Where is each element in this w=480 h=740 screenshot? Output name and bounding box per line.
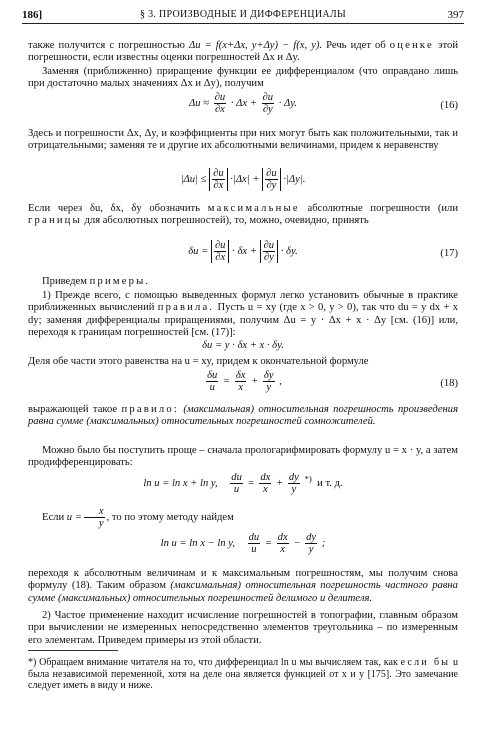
eq-text: · δy. (280, 245, 298, 257)
text: , то по этому методу найдем (106, 511, 234, 523)
paragraph-2: Заменяя (приближенно) приращение функции ее дифференциалом (что оправдано лишь при достаточно малых значениях Δx и Δy), получим (28, 66, 458, 90)
fraction: $\frac{dy}{y}$ (288, 472, 299, 495)
page-number-left: 186] (22, 9, 43, 21)
paragraph-8 (28, 404, 458, 429)
abs-bracket: $\frac{\partial u}{\partial y}$ (262, 168, 281, 191)
equation-16 (28, 92, 458, 122)
spaced-word: максимальные (207, 203, 300, 214)
fraction: $\frac{dx}{x}$ (260, 472, 271, 495)
eq-text: ; (321, 537, 326, 549)
fraction: $\frac{\delta y}{y}$ (263, 370, 274, 393)
paragraph-12: 2) Частое применение находит исчисление погрешностей в топографии, главным образом при вычислении не измеренных непосредственно элементов треугольника – по измеренным его элементам. Приведем примеры из этой области. (28, 610, 458, 646)
text: *) Обращаем внимание читателя на то, что дифференциал ln u мы вычисляем так, как (28, 657, 398, 668)
paragraph-1 (28, 40, 458, 65)
fraction: $\frac{du}{u}$ (248, 532, 260, 555)
spaced-word: правило: (121, 404, 179, 415)
text: 1) Прежде всего, с помощью выведенных формул легко установить обычные в практике приближенных вычислений (28, 290, 458, 314)
eq-text: ln u = ln x + ln y, (143, 477, 218, 489)
text: выражающей такое (28, 404, 118, 415)
fraction: $\frac{\delta x}{x}$ (235, 370, 246, 393)
paragraph-5 (28, 276, 458, 288)
eq-text: ·|Δx| + (230, 173, 260, 185)
italic-rule: (максимальная) относительная погрешность частного равна сумме (максимальных) относительных погрешностей делимого и делителя. (28, 580, 458, 604)
eq-text: |Δu| ≤ (180, 173, 207, 185)
spaced-word: оценке (389, 40, 434, 51)
paragraph-6 (28, 290, 458, 339)
equation-du (28, 340, 458, 354)
paragraph-4 (28, 203, 458, 228)
eq-text: Δu ≈ (189, 97, 209, 109)
abs-bracket: $\frac{\partial u}{\partial x}$ (209, 168, 228, 191)
eq-text: и т. д. (317, 477, 343, 489)
paragraph-3: Здесь и погрешности Δx, Δy, и коэффициенты при них могут быть как положительными, так и отрицательными; заменяя те и другие их абсолютными величинами, придем к неравенству (28, 128, 458, 152)
eq-text: ln u = ln x − ln y, (160, 537, 235, 549)
spaced-word: если бы (400, 657, 451, 668)
fraction: $\frac{dy}{y}$ (306, 532, 317, 555)
spaced-word: границы (28, 215, 82, 227)
paragraph-9: Можно было бы поступить проще – сначала прологарифмировать формулу u = x · y, а затем продифференцировать: (28, 445, 458, 469)
text: u была независимой переменной, хотя на деле она является функцией от x и y [175]. Это замечание следует иметь в виду и ниже. (28, 657, 459, 692)
equation-ln-2 (28, 532, 458, 562)
text: также получится с погрешностью (28, 40, 185, 51)
spaced-word: правила. (157, 302, 215, 314)
eq-text: + (276, 477, 284, 489)
eq-text: + (251, 375, 259, 387)
paragraph-10 (28, 506, 458, 529)
text: переходя к абсолютным величинам и к максимальным погрешностям, мы получим снова формулу (18). Таким образом (28, 568, 458, 592)
equation-ln-1 (28, 472, 458, 500)
text: Приведем (42, 276, 87, 287)
text: для абсолютных погрешностей), то, можно, очевидно, принять (84, 215, 369, 227)
footnote-mark: *) (304, 473, 312, 484)
paragraph-7: Деля обе части этого равенства на u = xy, придем к окончательной формуле (28, 356, 369, 367)
fraction: $\frac{x}{y}$ (84, 506, 105, 529)
equation-18 (28, 370, 458, 400)
eq-text: = (264, 537, 272, 549)
fraction: $\frac{\partial u}{\partial y}$ (262, 92, 274, 115)
italic-rule: (максимальная) относительная погрешность произведения равна сумме (максимальных) относительных погрешностей сомножителей. (28, 404, 458, 428)
eq-text: − (293, 537, 301, 549)
footnote (28, 657, 458, 692)
eq-text: ·|Δy|. (283, 173, 306, 185)
text: Пусть u = xy (где x > 0, y > 0), так что du = y dx + x dy; заменяя дифференциалы приращениями, получим Δu = y · Δx + x · Δy [см. (16)] или, переходя к границам погрешностей [см. (17)]: (28, 302, 459, 338)
eq-text: · Δy. (278, 97, 297, 109)
equation-number: (16) (440, 100, 458, 111)
fraction: $\frac{\delta u}{u}$ (207, 370, 218, 393)
fraction: $\frac{\partial u}{\partial x}$ (214, 92, 226, 115)
equation-17 (28, 240, 458, 270)
fraction: $\frac{dx}{x}$ (277, 532, 288, 555)
eq-text: = (247, 477, 255, 489)
eq-text: u = (66, 511, 82, 523)
eq-text: δu = (188, 245, 209, 257)
text: этой погрешности, если известны оценки погрешностей Δx и Δy. (28, 40, 459, 64)
abs-bracket: $\frac{\partial u}{\partial y}$ (260, 240, 279, 263)
text: Если через δu, δx, δy обозначить (28, 203, 200, 214)
eq-text: · Δx + (230, 97, 257, 109)
fraction: $\frac{du}{u}$ (231, 472, 242, 495)
equation-number: (18) (440, 378, 458, 389)
abs-bracket: $\frac{\partial u}{\partial x}$ (211, 240, 230, 263)
text: Если (42, 511, 65, 523)
equation-number: (17) (440, 248, 458, 259)
formula: Δu = f(x+Δx, y+Δy) − f(x, y). (188, 40, 323, 51)
eq-text: · δx + (232, 245, 257, 257)
spaced-word: примеры. (89, 276, 151, 287)
inequality (28, 168, 458, 198)
eq-text: , (279, 375, 282, 387)
section-title: § 3. ПРОИЗВОДНЫЕ И ДИФФЕРЕНЦИАЛЫ (140, 9, 346, 20)
running-header (22, 9, 464, 24)
page-number-right: 397 (447, 9, 464, 21)
text: абсолютные погрешности (или (307, 203, 459, 214)
text: Речь идет об (326, 40, 386, 51)
paragraph-11 (28, 568, 458, 605)
footnote-divider (28, 650, 118, 651)
eq-text: δu = y · δx + x · δy. (202, 340, 284, 351)
eq-text: = (223, 375, 231, 387)
